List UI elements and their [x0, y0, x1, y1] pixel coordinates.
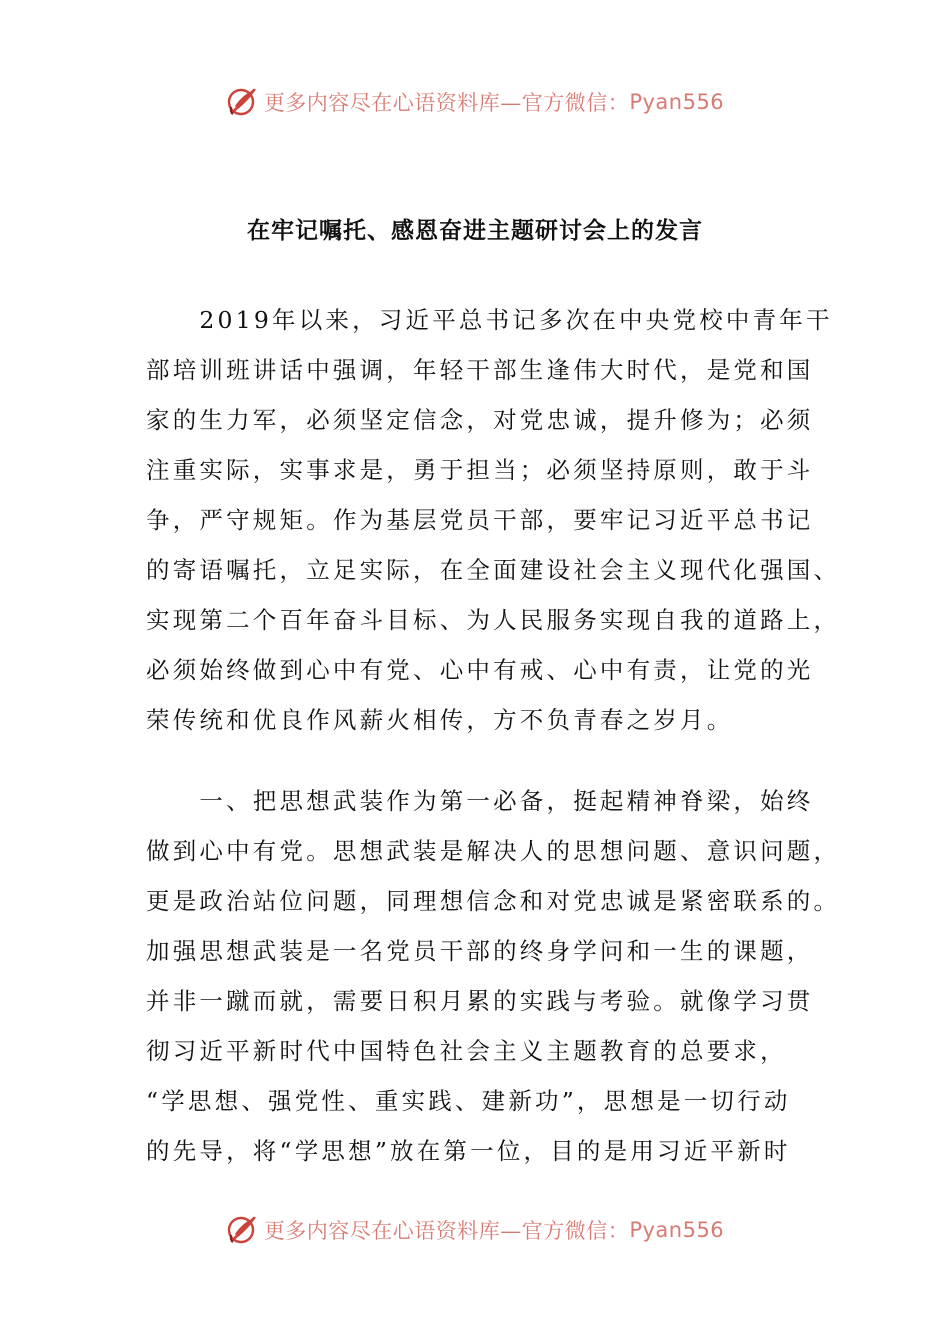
- watermark-wechat-id: Pyan556: [629, 1218, 725, 1242]
- text-line: 加强思想武装是一名党员干部的终身学问和一生的课题，: [146, 937, 814, 965]
- watermark-wechat-id: Pyan556: [629, 90, 725, 114]
- text-line: 一、把思想武装作为第一必备，挺起精神脊梁，始终: [146, 787, 814, 815]
- text-line: 注重实际，实事求是，勇于担当；必须坚持原则，敢于斗: [146, 456, 814, 484]
- paragraph-section-one: [146, 776, 841, 1176]
- text-line: 家的生力军，必须坚定信念，对党忠诚，提升修为；必须: [146, 406, 814, 434]
- text-line: 彻习近平新时代中国特色社会主义主题教育的总要求，: [146, 1037, 787, 1065]
- footer-watermark: [0, 1210, 950, 1250]
- text-line: 实现第二个百年奋斗目标、为人民服务实现自我的道路上，: [146, 606, 841, 634]
- quill-logo-icon: [226, 85, 260, 119]
- text-line: 的先导，将“学思想”放在第一位，目的是用习近平新时: [146, 1137, 791, 1165]
- text-line: 必须始终做到心中有党、心中有戒、心中有责，让党的光: [146, 656, 814, 684]
- text-line: 更是政治站位问题，同理想信念和对党忠诚是紧密联系的。: [146, 887, 841, 915]
- text-line: 争，严守规矩。作为基层党员干部，要牢记习近平总书记: [146, 506, 814, 534]
- text-line: 荣传统和优良作风薪火相传，方不负青春之岁月。: [146, 706, 734, 734]
- text-line: “学思想、强党性、重实践、建新功”，思想是一切行动: [146, 1087, 791, 1115]
- paragraph-intro: [146, 295, 841, 745]
- text-line: 做到心中有党。思想武装是解决人的思想问题、意识问题，: [146, 837, 841, 865]
- quill-logo-icon: [226, 1213, 260, 1247]
- watermark-text: 更多内容尽在心语资料库—官方微信：: [263, 91, 630, 115]
- document-title: 在牢记嘱托、感恩奋进主题研讨会上的发言: [247, 218, 703, 244]
- text-line: 部培训班讲话中强调，年轻干部生逢伟大时代，是党和国: [146, 356, 814, 384]
- text-line: 2019年以来，习近平总书记多次在中央党校中青年干: [146, 306, 833, 334]
- watermark-text: 更多内容尽在心语资料库—官方微信：: [263, 1219, 630, 1243]
- text-line: 的寄语嘱托，立足实际，在全面建设社会主义现代化强国、: [146, 556, 841, 584]
- text-line: 并非一蹴而就，需要日积月累的实践与考验。就像学习贯: [146, 987, 814, 1015]
- header-watermark: [0, 82, 950, 122]
